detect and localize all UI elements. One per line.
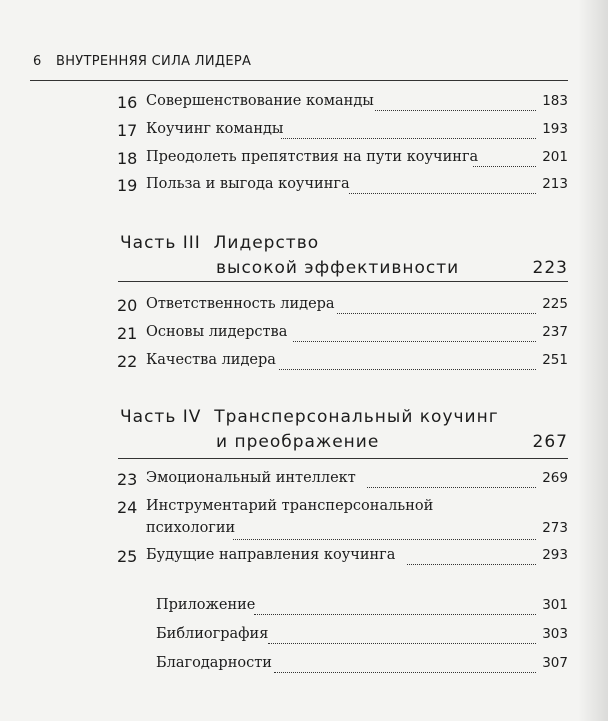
acknowledgements-page: 307 — [542, 655, 568, 671]
chapter-page: 251 — [542, 352, 568, 368]
dot-leader — [281, 138, 536, 139]
toc-entry-20[interactable] — [117, 296, 568, 320]
part-title-line1: Лидерство — [213, 233, 320, 253]
part-4-rule — [118, 458, 568, 459]
chapter-number: 18 — [117, 149, 138, 168]
dot-leader — [233, 539, 536, 540]
chapter-title: Коучинг команды — [146, 121, 284, 137]
running-header — [33, 54, 251, 69]
toc-entry-22[interactable] — [117, 352, 568, 376]
chapter-page: 193 — [542, 121, 568, 137]
dot-leader — [375, 110, 536, 111]
dot-leader — [279, 369, 536, 370]
page-edge-shadow — [578, 0, 608, 721]
dot-leader — [349, 193, 536, 194]
toc-entry-appendix[interactable] — [156, 597, 568, 621]
chapter-title: Польза и выгода коучинга — [146, 176, 350, 192]
dot-leader — [473, 166, 536, 167]
chapter-number: 16 — [117, 93, 138, 112]
page-number: 6 — [33, 54, 42, 69]
chapter-page: 269 — [542, 470, 568, 486]
part-label: Часть IV — [120, 407, 202, 427]
part-label: Часть III — [120, 233, 201, 253]
dot-leader — [293, 341, 536, 342]
chapter-title-line1: Инструментарий трансперсональной — [146, 498, 434, 514]
chapter-page: 237 — [542, 324, 568, 340]
chapter-title: Основы лидерства — [146, 324, 288, 340]
running-title: ВНУТРЕННЯЯ СИЛА ЛИДЕРА — [56, 54, 252, 69]
chapter-number: 22 — [117, 352, 138, 371]
chapter-title: Преодолеть препятствия на пути коучинга — [146, 149, 479, 165]
chapter-page: 201 — [542, 149, 568, 165]
appendix-page: 301 — [542, 597, 568, 613]
chapter-number: 17 — [117, 121, 138, 140]
dot-leader — [337, 313, 536, 314]
chapter-title-line2: психологии — [146, 520, 236, 536]
chapter-page: 225 — [542, 296, 568, 312]
chapter-number: 23 — [117, 470, 138, 489]
chapter-number: 19 — [117, 176, 138, 195]
chapter-page: 183 — [542, 93, 568, 109]
part-page: 223 — [532, 258, 568, 278]
dot-leader — [407, 564, 536, 565]
toc-entry-25[interactable] — [117, 547, 568, 571]
chapter-page: 293 — [542, 547, 568, 563]
toc-entry-17[interactable] — [117, 121, 568, 145]
toc-entry-18[interactable] — [117, 149, 568, 173]
part-title-line2: и преображение — [216, 432, 380, 452]
chapter-number: 21 — [117, 324, 138, 343]
dot-leader — [274, 672, 536, 673]
chapter-title: Будущие направления коучинга — [146, 547, 396, 563]
toc-entry-bibliography[interactable] — [156, 626, 568, 650]
chapter-title: Ответственность лидера — [146, 296, 335, 312]
part-page: 267 — [532, 432, 568, 452]
part-3-rule — [118, 281, 568, 282]
part-title-line2: высокой эффективности — [216, 258, 460, 278]
chapter-page: 273 — [542, 520, 568, 536]
part-title-line1: Трансперсональный коучинг — [214, 407, 499, 427]
chapter-page: 213 — [542, 176, 568, 192]
chapter-number: 20 — [117, 296, 138, 315]
appendix-title: Приложение — [156, 597, 256, 613]
chapter-number: 25 — [117, 547, 138, 566]
toc-entry-24[interactable] — [117, 498, 568, 546]
bibliography-page: 303 — [542, 626, 568, 642]
dot-leader — [367, 487, 536, 488]
chapter-title: Совершенствование команды — [146, 93, 374, 109]
dot-leader — [254, 614, 536, 615]
chapter-title: Качества лидера — [146, 352, 276, 368]
toc-entry-19[interactable] — [117, 176, 568, 200]
header-rule — [30, 80, 568, 81]
bibliography-title: Библиография — [156, 626, 269, 642]
toc-entry-16[interactable] — [117, 93, 568, 117]
acknowledgements-title: Благодарности — [156, 655, 272, 671]
toc-entry-21[interactable] — [117, 324, 568, 348]
dot-leader — [268, 643, 536, 644]
chapter-number: 24 — [117, 498, 138, 517]
toc-entry-23[interactable] — [117, 470, 568, 494]
chapter-title: Эмоциональный интеллект — [146, 470, 356, 486]
toc-entry-acknowledgements[interactable] — [156, 655, 568, 679]
